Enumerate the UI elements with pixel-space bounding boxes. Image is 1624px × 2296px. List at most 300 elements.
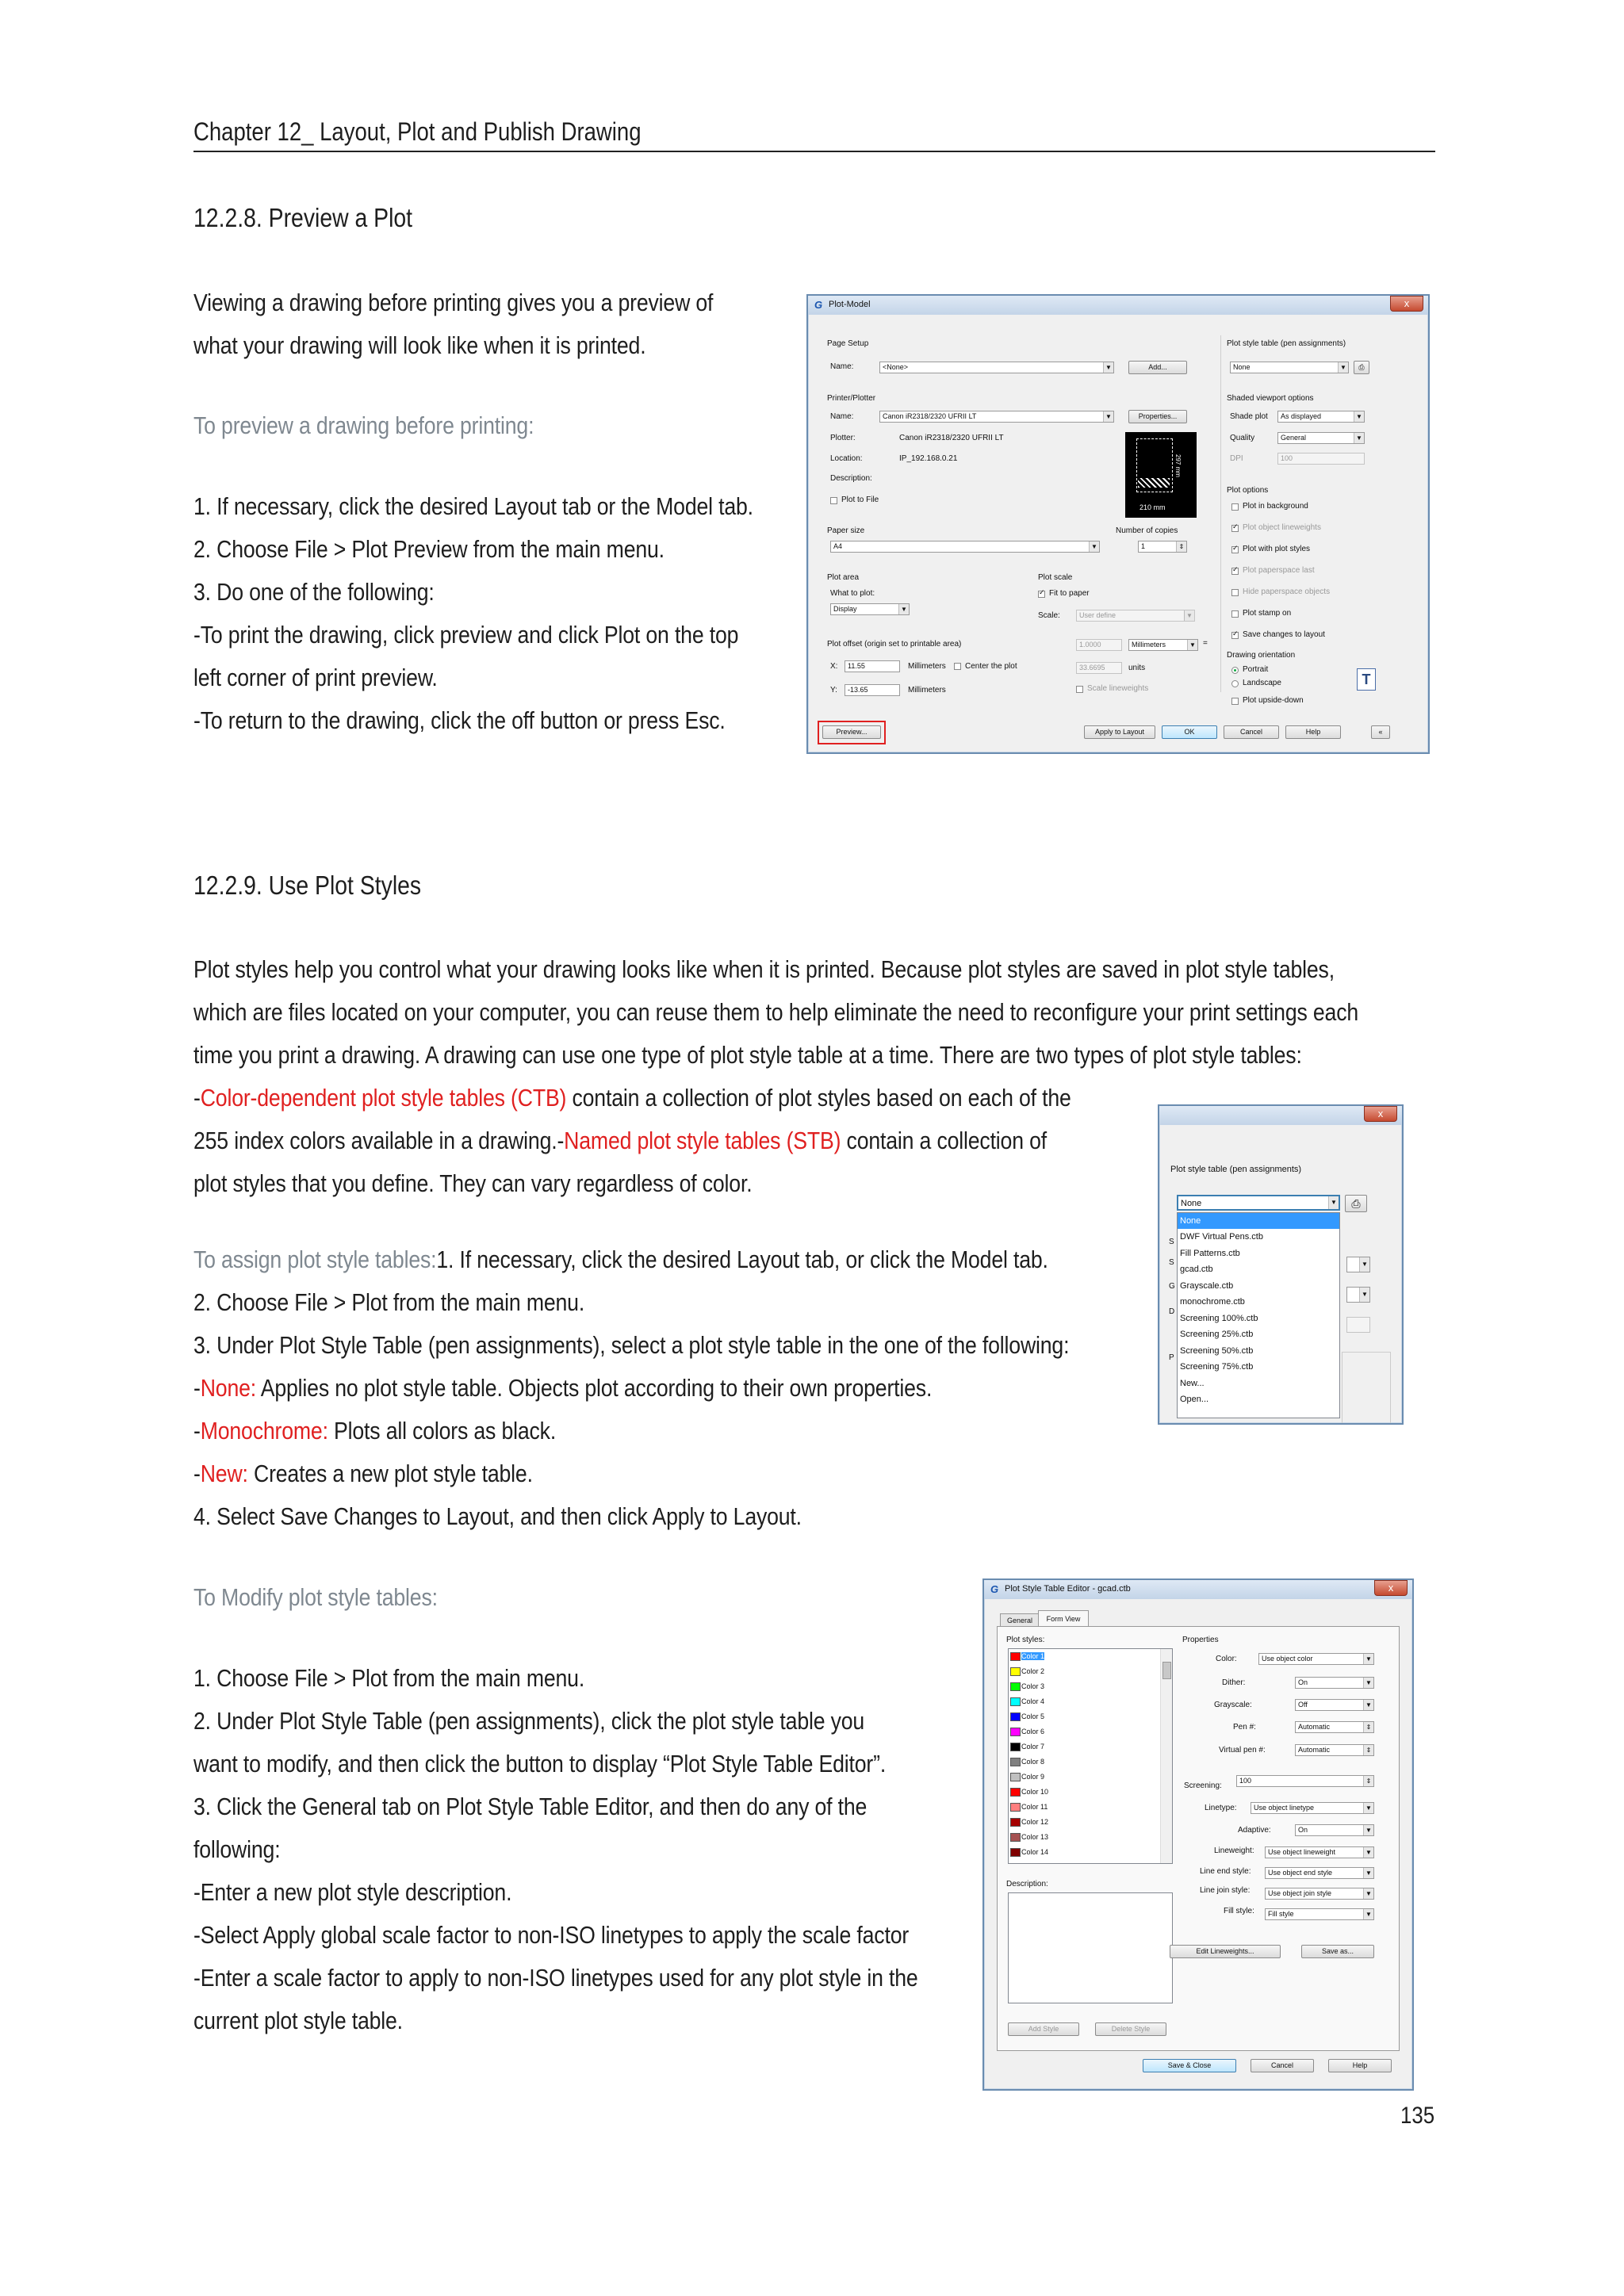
step-line: following:: [193, 1835, 281, 1863]
list-item[interactable]: New...: [1180, 1378, 1205, 1388]
what-to-plot-label: What to plot:: [830, 589, 875, 598]
bg-group: [1342, 1352, 1391, 1425]
scale-lineweights-checkbox[interactable]: [1076, 686, 1083, 693]
section-title-plot-styles: 12.2.9. Use Plot Styles: [193, 871, 422, 900]
color-swatch: [1010, 1667, 1021, 1676]
list-item[interactable]: Color 1: [1021, 1652, 1045, 1660]
color-swatch: [1010, 1697, 1021, 1706]
combo-value: 100: [1281, 454, 1293, 462]
stb-term: Named plot style tables (STB): [564, 1127, 841, 1154]
stb-desc: contain a collection of: [841, 1127, 1047, 1154]
y-unit-label: Millimeters: [908, 686, 946, 695]
para-line: which are files located on your computer, you can reuse them to help eliminate the need to reconfigure your print settings each: [193, 998, 1359, 1026]
plot-dialog-title: Plot-Model: [829, 300, 871, 309]
opt-plotstyles-checkbox[interactable]: [1231, 546, 1239, 553]
properties-button[interactable]: Properties...: [1128, 410, 1187, 423]
center-plot-checkbox[interactable]: [954, 663, 961, 670]
combo-value: 1.0000: [1079, 641, 1101, 649]
list-item[interactable]: Color 12: [1021, 1818, 1049, 1826]
combo-value: None: [1233, 363, 1251, 371]
chevron-down-icon: ▼: [1363, 1678, 1373, 1688]
page-number: 135: [1400, 2103, 1435, 2129]
preview-steps: [193, 485, 845, 742]
dash: -: [193, 1417, 201, 1445]
opt-label: Plot object lineweights: [1243, 523, 1321, 532]
combo-value: Use object linetype: [1254, 1804, 1315, 1812]
assign-steps: [193, 1238, 1212, 1538]
combo-value: Canon iR2318/2320 UFRII LT: [883, 412, 977, 420]
stb-line-2: plot styles that you define. They can vary regardless of color.: [193, 1169, 753, 1197]
combo-value: None: [1181, 1199, 1202, 1208]
chevron-down-icon: ▼: [1359, 1257, 1369, 1272]
list-item[interactable]: Color 7: [1021, 1743, 1045, 1751]
copies-spinner[interactable]: [1138, 541, 1187, 553]
app-logo-icon: G: [814, 299, 823, 311]
prop-label: Pen #:: [1233, 1723, 1256, 1732]
step-line: 3. Click the General tab on Plot Style Table Editor, and then do any of the: [193, 1793, 868, 1820]
chevron-down-icon: ▼: [1363, 1868, 1373, 1878]
opt-label: Plot in background: [1243, 502, 1308, 511]
step-line: -To print the drawing, click preview and click Plot on the top: [193, 621, 739, 649]
list-item[interactable]: gcad.ctb: [1180, 1265, 1213, 1274]
close-icon[interactable]: x: [1390, 296, 1423, 312]
collapse-icon[interactable]: «: [1371, 725, 1390, 739]
color-swatch: [1010, 1652, 1021, 1661]
opt-label: Plot paperspace last: [1243, 566, 1315, 575]
intro-line: what your drawing will look like when it is printed.: [193, 331, 646, 359]
chevron-down-icon: ▼: [1354, 411, 1364, 422]
assign-line: [193, 1238, 1069, 1281]
chevron-down-icon: ▼: [1363, 1847, 1373, 1858]
plot-scale-label: Plot scale: [1038, 573, 1073, 582]
list-item[interactable]: monochrome.ctb: [1180, 1297, 1245, 1307]
bg-combo[interactable]: [1346, 1257, 1370, 1272]
page-setup-name-combo[interactable]: [879, 362, 1114, 373]
list-item[interactable]: Color 4: [1021, 1697, 1045, 1705]
list-item[interactable]: Color 11: [1021, 1803, 1048, 1811]
ok-button[interactable]: OK: [1162, 725, 1217, 739]
list-item[interactable]: Screening 100%.ctb: [1180, 1313, 1258, 1323]
quality-label: Quality: [1230, 434, 1255, 442]
color-swatch: [1010, 1833, 1021, 1842]
printer-combo[interactable]: [879, 411, 1114, 423]
prop-label: Screening:: [1184, 1781, 1222, 1790]
prop-label: Color:: [1216, 1655, 1237, 1663]
combo-value: 33.6695: [1079, 664, 1105, 672]
step-line: -Enter a scale factor to apply to non-ISO linetypes used for any plot style in the: [193, 1964, 918, 1992]
location-label: Location:: [830, 454, 863, 463]
chevron-down-icon: ▼: [1363, 1654, 1373, 1664]
header-rule: [193, 151, 1435, 152]
pst-group-label: Plot style table (pen assignments): [1170, 1165, 1302, 1174]
combo-value: Off: [1298, 1701, 1308, 1709]
combo-value: <None>: [883, 363, 909, 371]
description-label: Description:: [1006, 1880, 1048, 1888]
chevron-down-icon: ▼: [1363, 1700, 1373, 1710]
opt-new-term: New:: [200, 1460, 248, 1487]
opt-save-changes-checkbox[interactable]: [1231, 632, 1239, 639]
para-line: Plot styles help you control what your drawing looks like when it is printed. Because plot styles are saved in plot style tables,: [193, 955, 1335, 983]
scale-num-field[interactable]: [1076, 639, 1122, 651]
combo-value: 1: [1141, 542, 1146, 550]
combo-value: Use object end style: [1268, 1869, 1333, 1877]
chevron-down-icon: ▼: [1359, 1288, 1369, 1302]
chevron-down-icon: ▼: [898, 604, 909, 614]
add-style-button[interactable]: Add Style: [1008, 2022, 1079, 2036]
dpi-label: DPI: [1230, 454, 1243, 463]
y-label: Y:: [830, 686, 837, 695]
bg-combo[interactable]: [1346, 1287, 1370, 1303]
fit-to-paper-checkbox[interactable]: [1038, 591, 1045, 598]
opt-lineweights-checkbox[interactable]: [1231, 525, 1239, 532]
color-combo[interactable]: [1258, 1653, 1374, 1665]
opt-label: Plot with plot styles: [1243, 545, 1311, 553]
upside-down-label: Plot upside-down: [1243, 696, 1304, 705]
pst-dropdown-dialog: [1158, 1104, 1404, 1425]
preview-howto: To preview a drawing before printing:: [193, 411, 534, 439]
opt-label: Hide paperspace objects: [1243, 587, 1331, 596]
list-item[interactable]: Color 13: [1021, 1833, 1049, 1841]
chevron-down-icon: ▼: [1089, 541, 1099, 552]
x-label: X:: [830, 662, 838, 671]
list-item[interactable]: Open...: [1180, 1395, 1209, 1404]
column-divider: [1220, 335, 1221, 692]
paper-size-combo[interactable]: [830, 541, 1100, 553]
modify-howto: To Modify plot style tables:: [193, 1583, 438, 1611]
chevron-down-icon: ▼: [1363, 1909, 1373, 1919]
bg-field[interactable]: [1346, 1317, 1370, 1333]
hidden-label: S: [1169, 1258, 1174, 1267]
assign-howto: To assign plot style tables:: [193, 1246, 437, 1273]
step-line: left corner of print preview.: [193, 664, 438, 691]
list-item[interactable]: Screening 25%.ctb: [1180, 1330, 1254, 1339]
scrollbar[interactable]: [1160, 1649, 1172, 1863]
prop-label: Grayscale:: [1214, 1701, 1252, 1709]
ctb-desc: contain a collection of plot styles based on each of the: [566, 1084, 1071, 1112]
prop-label: Line join style:: [1200, 1886, 1251, 1895]
copies-label: Number of copies: [1116, 526, 1178, 535]
paper-size-label: Paper size: [827, 526, 865, 535]
plot-style-editor-dialog: [982, 1578, 1414, 2091]
prop-label: Virtual pen #:: [1219, 1746, 1266, 1755]
prop-label: Dither:: [1222, 1678, 1246, 1687]
opt-paperspace-last-checkbox[interactable]: [1231, 568, 1239, 575]
page-setup-label: Page Setup: [827, 339, 869, 348]
section-title-preview: 12.2.8. Preview a Plot: [193, 203, 413, 232]
plot-options-label: Plot options: [1227, 486, 1269, 495]
prop-label: Linetype:: [1205, 1804, 1237, 1812]
plot-dialog-titlebar: [808, 296, 1428, 315]
paper-preview: [1125, 432, 1197, 518]
add-button[interactable]: Add...: [1128, 361, 1187, 374]
modify-steps: [193, 1657, 1036, 2042]
chevron-down-icon: ▼: [1363, 1803, 1373, 1813]
equals-icon: =: [1203, 639, 1208, 648]
opt-mono-term: Monochrome:: [200, 1417, 328, 1445]
center-plot-label: Center the plot: [965, 662, 1017, 671]
printer-name-label: Name:: [830, 412, 854, 421]
pen-spinner[interactable]: [1295, 1721, 1374, 1733]
app-logo-icon: G: [990, 1583, 999, 1595]
pst-edit-icon[interactable]: ⎙: [1354, 361, 1369, 374]
hidden-label: S: [1169, 1238, 1174, 1246]
color-swatch: [1010, 1682, 1021, 1691]
paper-width-label: 210 mm: [1139, 503, 1166, 511]
what-to-plot-combo[interactable]: [830, 603, 910, 615]
list-item[interactable]: Color 14: [1021, 1848, 1049, 1856]
combo-value: As displayed: [1281, 412, 1322, 420]
dash: -: [193, 1374, 201, 1402]
step-line: 1. Choose File > Plot from the main menu.: [193, 1664, 585, 1692]
color-swatch: [1010, 1848, 1021, 1857]
color-swatch: [1010, 1758, 1021, 1766]
chevron-down-icon: ▼: [1363, 1888, 1373, 1899]
intro-line: Viewing a drawing before printing gives you a preview of: [193, 289, 714, 316]
help-button[interactable]: Help: [1328, 2059, 1392, 2072]
fit-to-paper-label: Fit to paper: [1049, 589, 1090, 598]
combo-value: Automatic: [1298, 1723, 1331, 1731]
delete-style-button[interactable]: Delete Style: [1095, 2022, 1166, 2036]
combo-value: General: [1281, 434, 1307, 442]
combo-value: 11.55: [848, 662, 865, 670]
combo-value: Fill style: [1268, 1910, 1294, 1918]
plot-offset-label: Plot offset (origin set to printable area): [827, 640, 962, 649]
color-swatch: [1010, 1743, 1021, 1751]
color-swatch: [1010, 1818, 1021, 1827]
color-swatch: [1010, 1773, 1021, 1781]
orientation-label: Drawing orientation: [1227, 651, 1296, 660]
close-icon[interactable]: x: [1374, 1580, 1408, 1596]
opt-label: Save changes to layout: [1243, 630, 1325, 639]
plot-to-file-label: Plot to File: [841, 496, 879, 504]
line-end-combo[interactable]: [1265, 1867, 1374, 1879]
chevron-down-icon: ▼: [1328, 1196, 1339, 1209]
scale-combo[interactable]: [1076, 610, 1195, 622]
hidden-label: P: [1169, 1353, 1174, 1362]
list-item[interactable]: Color 9: [1021, 1773, 1045, 1781]
list-item[interactable]: Color 6: [1021, 1728, 1045, 1735]
dpi-field[interactable]: [1277, 453, 1365, 465]
pst-combo[interactable]: [1230, 362, 1349, 373]
spinner-icon: ⇕: [1176, 541, 1186, 552]
save-as-button[interactable]: Save as...: [1301, 1945, 1374, 1958]
tab-form-view[interactable]: Form View: [1038, 1610, 1089, 1627]
properties-label: Properties: [1182, 1636, 1219, 1644]
ctb-term: Color-dependent plot style tables (CTB): [200, 1084, 567, 1112]
shade-plot-combo[interactable]: [1277, 411, 1365, 423]
list-item[interactable]: Screening 50%.ctb: [1180, 1345, 1254, 1356]
preview-intro: [193, 281, 798, 367]
opt-hide-paperspace-checkbox[interactable]: [1231, 589, 1239, 596]
description-label: Description:: [830, 474, 872, 483]
plot-area-label: Plot area: [827, 573, 860, 582]
scale-unit-combo[interactable]: [1128, 639, 1198, 651]
combo-value: Use object lineweight: [1268, 1848, 1336, 1856]
opt-new-desc: Creates a new plot style table.: [247, 1460, 533, 1487]
combo-value: Use object join style: [1268, 1889, 1332, 1897]
virtual-pen-spinner[interactable]: [1295, 1744, 1374, 1756]
combo-value: User define: [1079, 611, 1116, 619]
x-offset-field[interactable]: [845, 660, 900, 672]
step-line: 1. If necessary, click the desired Layout tab or the Model tab.: [193, 492, 753, 520]
opt-stamp-checkbox[interactable]: [1231, 610, 1239, 618]
combo-value: Millimeters: [1132, 641, 1166, 649]
combo-value: Display: [833, 605, 857, 613]
scale-lineweights-label: Scale lineweights: [1087, 684, 1149, 693]
plotter-label: Plotter:: [830, 434, 856, 442]
save-close-button[interactable]: Save & Close: [1143, 2059, 1236, 2072]
opt-background-checkbox[interactable]: [1231, 503, 1239, 511]
opt-none-term: None:: [200, 1374, 256, 1402]
color-swatch: [1010, 1728, 1021, 1736]
plot-styles-list[interactable]: [1008, 1648, 1173, 1864]
plotter-value: Canon iR2318/2320 UFRII LT: [899, 434, 1004, 442]
list-item[interactable]: Screening 75%.ctb: [1180, 1362, 1254, 1372]
list-item[interactable]: None: [1178, 1213, 1339, 1229]
color-swatch: [1010, 1803, 1021, 1812]
step-line: want to modify, and then click the button to display “Plot Style Table Editor”.: [193, 1750, 887, 1777]
combo-value: 100: [1239, 1777, 1252, 1785]
assign-step1: 1. If necessary, click the desired Layout tab, or click the Model tab.: [436, 1246, 1048, 1273]
dither-combo[interactable]: [1295, 1677, 1374, 1689]
description-field[interactable]: [1008, 1892, 1173, 2003]
chapter-header: Chapter 12_ Layout, Plot and Publish Drawing: [193, 117, 642, 146]
combo-value: Use object color: [1262, 1655, 1313, 1663]
hatch-area: [1138, 478, 1170, 488]
pst-edit-icon[interactable]: ⎙: [1345, 1195, 1367, 1212]
x-unit-label: Millimeters: [908, 662, 946, 671]
list-item[interactable]: Fill Patterns.ctb: [1180, 1248, 1240, 1258]
orientation-icon: T: [1357, 668, 1376, 691]
shade-plot-label: Shade plot: [1230, 412, 1268, 421]
list-item[interactable]: Grayscale.ctb: [1180, 1280, 1234, 1291]
chevron-down-icon: ▼: [1103, 411, 1113, 422]
printer-group-label: Printer/Plotter: [827, 394, 876, 403]
hidden-label: G: [1169, 1282, 1175, 1291]
scale-label: Scale:: [1038, 611, 1060, 620]
opt-new-line: [193, 1452, 1069, 1495]
plot-dialog: [806, 294, 1430, 754]
opt-none-desc: Applies no plot style table. Objects plot according to their own properties.: [255, 1374, 933, 1402]
grayscale-combo[interactable]: [1295, 1699, 1374, 1711]
color-swatch: [1010, 1712, 1021, 1721]
chevron-down-icon: ▼: [1363, 1825, 1373, 1835]
pst-group-label: Plot style table (pen assignments): [1227, 339, 1346, 348]
combo-value: A4: [833, 542, 843, 550]
plot-styles-label: Plot styles:: [1006, 1636, 1045, 1644]
color-swatch: [1010, 1788, 1021, 1797]
editor-title: Plot Style Table Editor - gcad.ctb: [1005, 1584, 1131, 1594]
dash: -: [193, 1460, 201, 1487]
prop-label: Line end style:: [1200, 1867, 1251, 1876]
step-line: -To return to the drawing, click the off button or press Esc.: [193, 706, 726, 734]
cancel-button[interactable]: Cancel: [1224, 725, 1279, 739]
opt-none-line: [193, 1367, 1069, 1410]
spinner-icon: ⇕: [1363, 1776, 1373, 1786]
hidden-label: D: [1169, 1307, 1175, 1316]
portrait-radio[interactable]: [1231, 667, 1239, 674]
list-item[interactable]: Color 2: [1021, 1667, 1045, 1675]
y-offset-field[interactable]: [845, 684, 900, 696]
chevron-down-icon: ▼: [1354, 433, 1364, 443]
opt-label: Plot stamp on: [1243, 609, 1292, 618]
opt-mono-line: [193, 1410, 1069, 1452]
landscape-radio[interactable]: [1231, 680, 1239, 687]
dash: -: [193, 1084, 201, 1112]
portrait-label: Portrait: [1243, 665, 1269, 674]
edit-lineweights-button[interactable]: Edit Lineweights...: [1170, 1945, 1281, 1958]
combo-value: Automatic: [1298, 1746, 1331, 1754]
linetype-combo[interactable]: [1251, 1802, 1374, 1814]
combo-value: -13.65: [848, 686, 868, 694]
step-line: 2. Choose File > Plot from the main menu.: [193, 1288, 585, 1316]
list-item[interactable]: Color 8: [1021, 1758, 1045, 1766]
list-item[interactable]: Color 10: [1021, 1788, 1049, 1796]
units-label: units: [1128, 664, 1146, 672]
shaded-viewport-label: Shaded viewport options: [1227, 394, 1314, 403]
step-line: -Select Apply global scale factor to non-ISO linetypes to apply the scale factor: [193, 1921, 910, 1949]
scale-units-field[interactable]: [1076, 662, 1122, 674]
step-line: -Enter a new plot style description.: [193, 1878, 512, 1906]
chevron-down-icon: ▼: [1187, 640, 1197, 650]
list-item[interactable]: DWF Virtual Pens.ctb: [1180, 1232, 1263, 1242]
scrollbar-thumb[interactable]: [1162, 1662, 1171, 1679]
preview-button[interactable]: Preview...: [822, 725, 881, 739]
lineweight-combo[interactable]: [1265, 1846, 1374, 1858]
plot-to-file-checkbox[interactable]: [830, 497, 837, 504]
step-line: current plot style table.: [193, 2007, 403, 2034]
prop-label: Adaptive:: [1238, 1826, 1271, 1835]
pst-combo[interactable]: [1177, 1195, 1340, 1211]
apply-to-layout-button[interactable]: Apply to Layout: [1084, 725, 1155, 739]
step-line: 2. Choose File > Plot Preview from the main menu.: [193, 535, 665, 563]
line-join-combo[interactable]: [1265, 1888, 1374, 1900]
spinner-icon: ⇕: [1363, 1745, 1373, 1755]
paper-height-label: 297 mm: [1174, 454, 1182, 477]
close-icon[interactable]: x: [1364, 1106, 1397, 1122]
landscape-label: Landscape: [1243, 679, 1281, 687]
spinner-icon: ⇕: [1363, 1722, 1373, 1732]
list-item[interactable]: Color 5: [1021, 1712, 1045, 1720]
opt-mono-desc: Plots all colors as black.: [327, 1417, 557, 1445]
pst-dropdown-list: [1177, 1212, 1340, 1418]
name-label: Name:: [830, 362, 854, 371]
quality-combo[interactable]: [1277, 432, 1365, 444]
chevron-down-icon: ▼: [1338, 362, 1348, 373]
cancel-button[interactable]: Cancel: [1251, 2059, 1314, 2072]
stb-lead: 255 index colors available in a drawing.-: [193, 1127, 565, 1154]
adaptive-combo[interactable]: [1295, 1824, 1374, 1836]
chevron-down-icon: ▼: [1184, 610, 1194, 621]
para-line: time you print a drawing. A drawing can use one type of plot style table at a time. There are two types of plot style tables:: [193, 1041, 1302, 1069]
step-line: 3. Under Plot Style Table (pen assignments), select a plot style table in the one of the following:: [193, 1331, 1070, 1359]
prop-label: Lineweight:: [1214, 1846, 1254, 1855]
location-value: IP_192.168.0.21: [899, 454, 958, 463]
upside-down-checkbox[interactable]: [1231, 698, 1239, 705]
combo-value: On: [1298, 1826, 1308, 1834]
step-line: 2. Under Plot Style Table (pen assignments), click the plot style table you: [193, 1707, 865, 1735]
tab-general[interactable]: General: [1000, 1613, 1040, 1627]
step-line: 3. Do one of the following:: [193, 578, 435, 606]
prop-label: Fill style:: [1224, 1907, 1254, 1915]
screening-spinner[interactable]: [1236, 1775, 1374, 1787]
step-line: 4. Select Save Changes to Layout, and then click Apply to Layout.: [193, 1502, 802, 1530]
list-item[interactable]: Color 3: [1021, 1682, 1045, 1690]
chevron-down-icon: ▼: [1103, 362, 1113, 373]
combo-value: On: [1298, 1678, 1308, 1686]
fill-style-combo[interactable]: [1265, 1908, 1374, 1920]
help-button[interactable]: Help: [1285, 725, 1341, 739]
